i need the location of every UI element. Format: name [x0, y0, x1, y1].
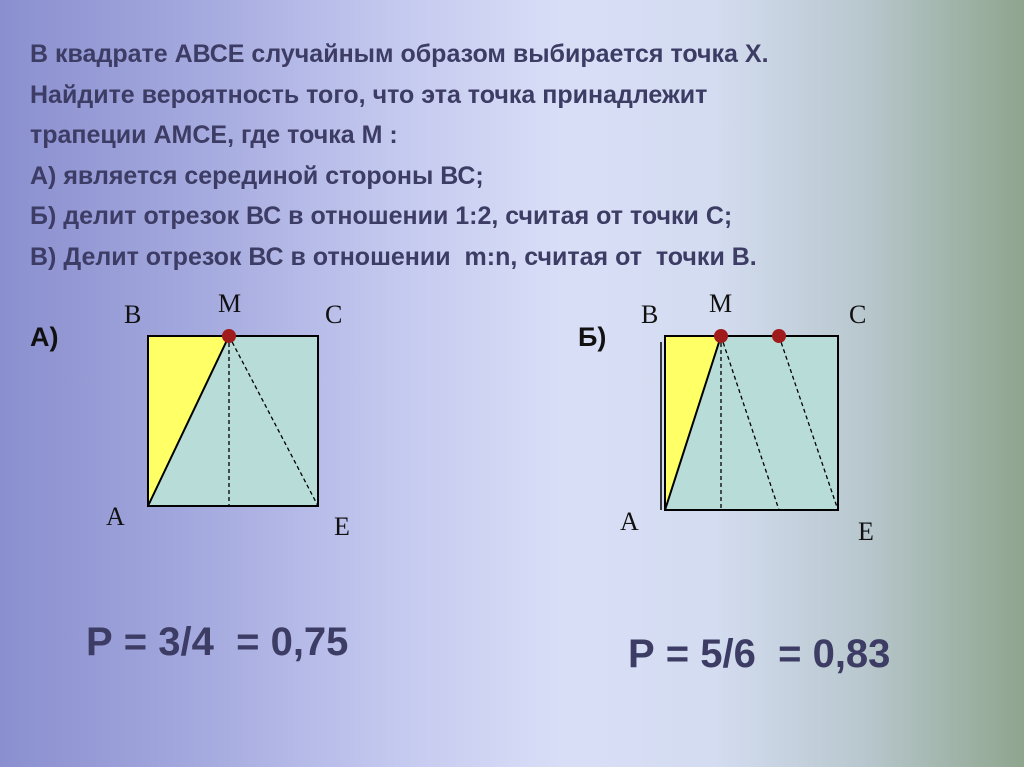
answer-b: Р = 5/6 = 0,83 — [628, 632, 891, 676]
vertex-b-b: В — [641, 300, 659, 329]
vertex-m-a: М — [218, 289, 242, 318]
answer-a: Р = 3/4 = 0,75 — [86, 620, 349, 664]
point-m-a — [222, 329, 236, 343]
vertex-c-a: С — [325, 300, 343, 329]
figure-a — [106, 289, 350, 541]
vertex-a-b: А — [620, 507, 639, 536]
problem-line-6: В) Делит отрезок ВС в отношении m:n, считая от точки В. — [30, 242, 757, 271]
vertex-b-a: В — [124, 300, 142, 329]
vertex-a-a: А — [106, 502, 125, 531]
figure-b-label: Б) — [578, 322, 607, 352]
problem-line-4: А) является серединой стороны ВС; — [30, 161, 484, 190]
vertex-e-a: Е — [334, 512, 350, 541]
figure-b — [620, 289, 874, 546]
problem-line-3: трапеции АМСЕ, где точка М : — [30, 121, 398, 149]
figure-a-label: А) — [30, 322, 59, 352]
point-m-b — [714, 329, 728, 343]
problem-line-1: В квадрате АВСЕ случайным образом выбирается точка Х. — [30, 40, 769, 68]
problem-line-5: Б) делит отрезок ВС в отношении 1:2, считая от точки С; — [30, 202, 733, 230]
vertex-m-b: М — [709, 289, 733, 318]
vertex-e-b: Е — [858, 517, 874, 546]
problem-line-2: Найдите вероятность того, что эта точка принадлежит — [30, 80, 708, 109]
point-second-b — [772, 329, 786, 343]
vertex-c-b: С — [849, 300, 867, 329]
